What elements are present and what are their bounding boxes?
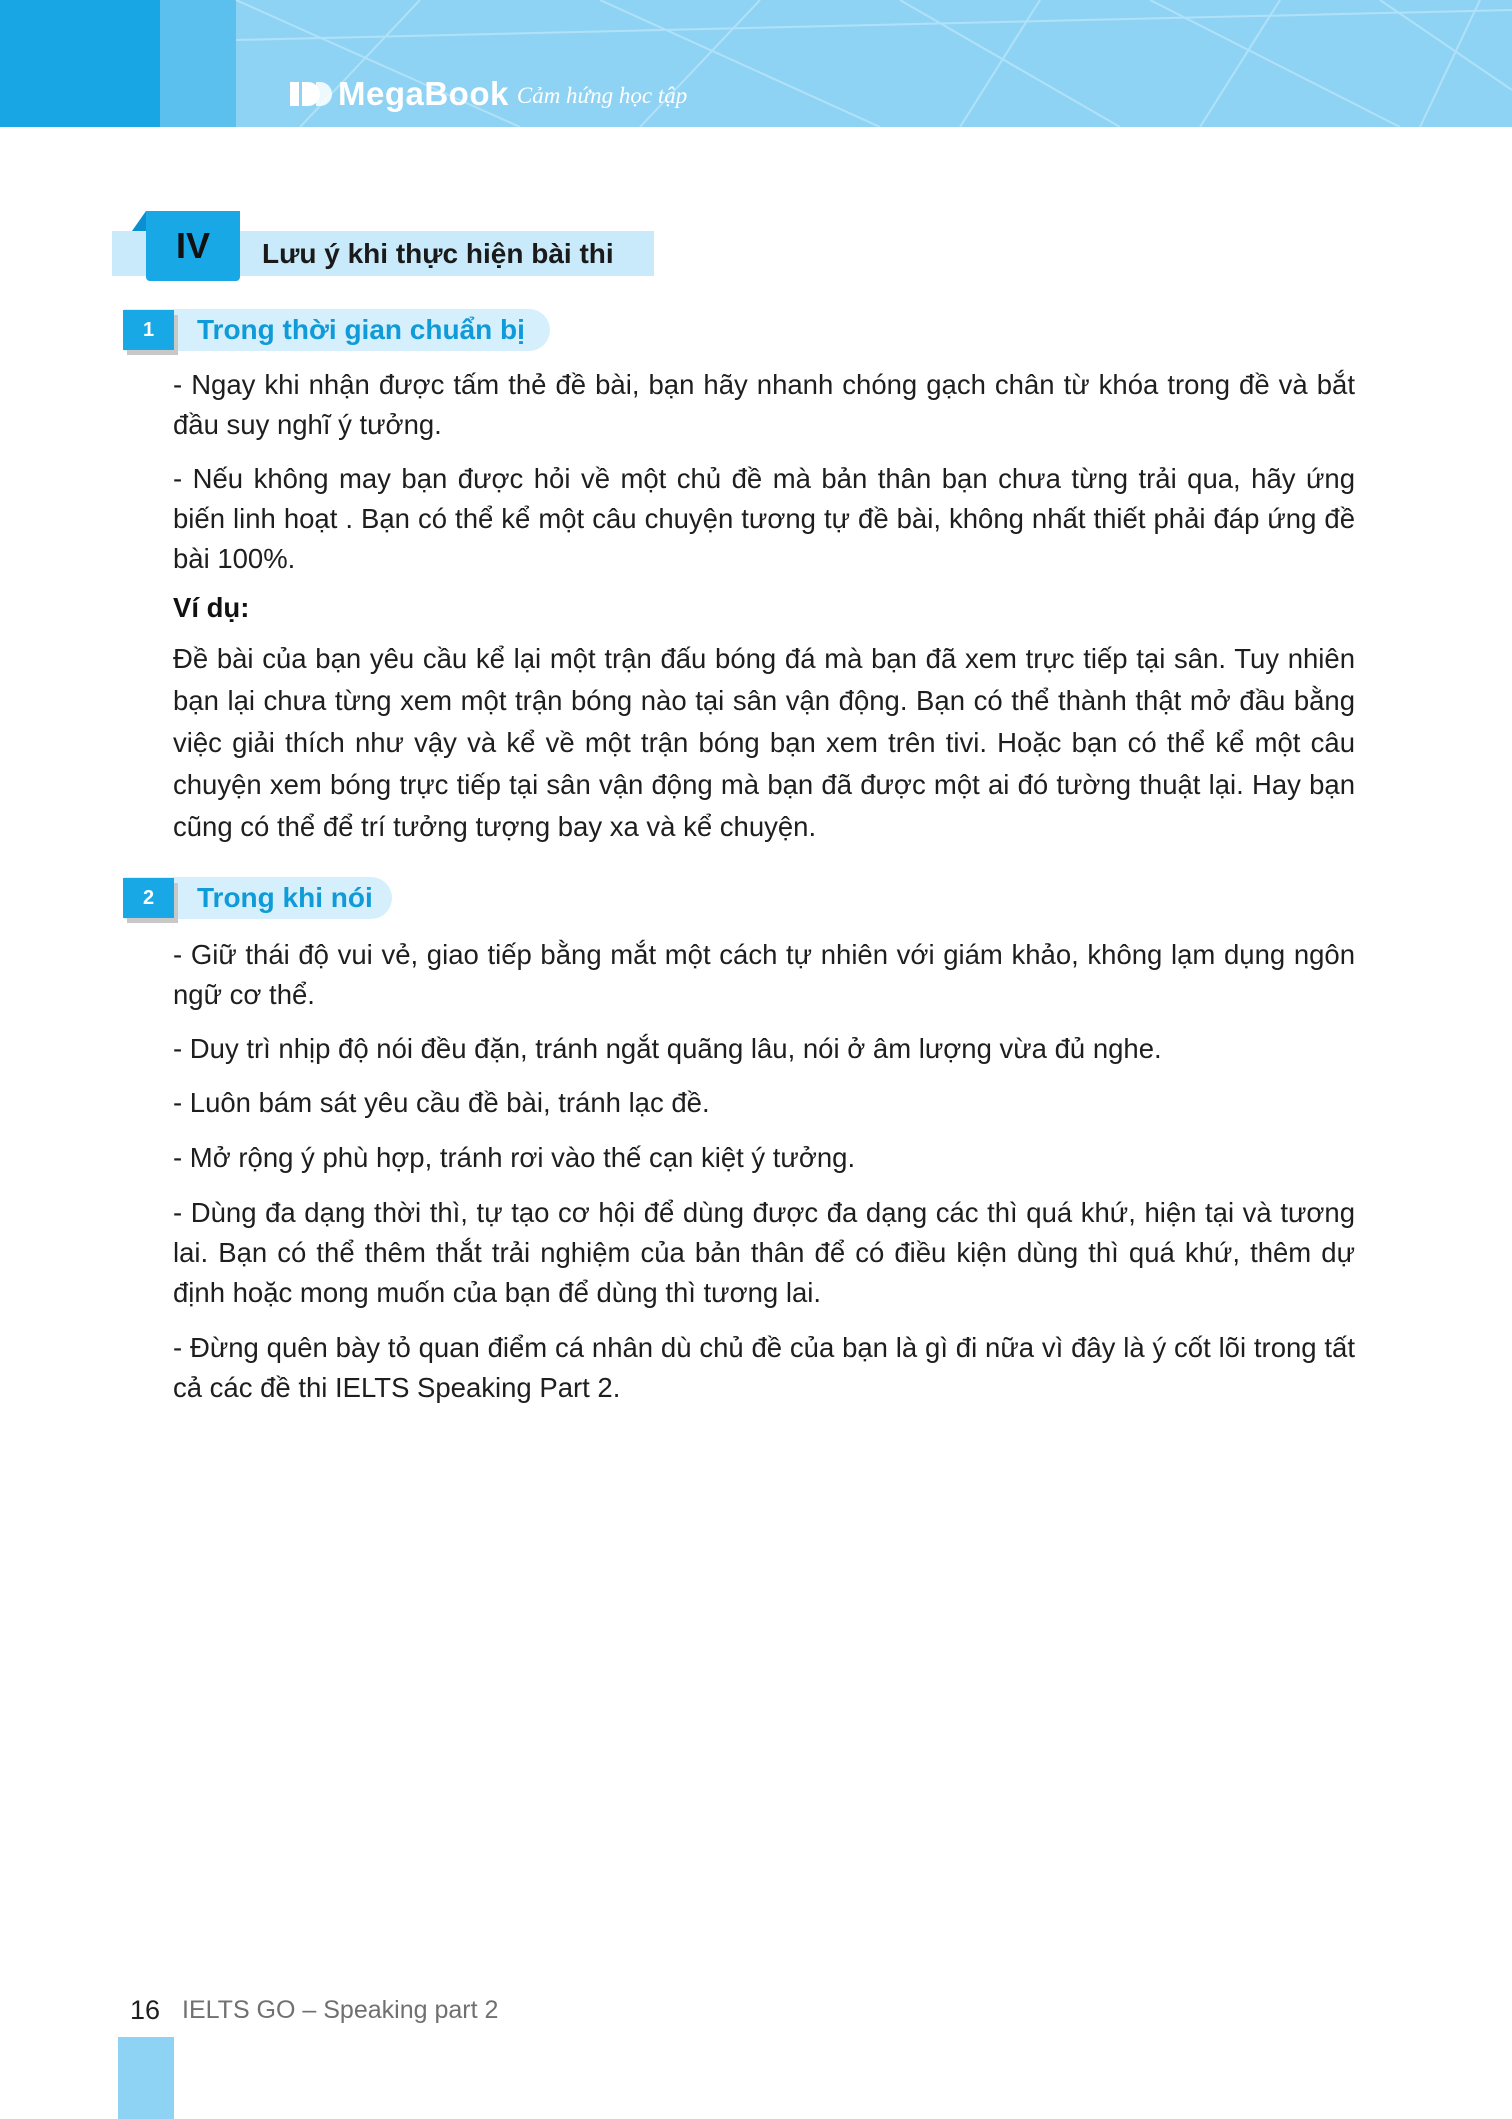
subsection-2-number: 2 — [142, 886, 155, 909]
example-label: Ví dụ: — [173, 592, 250, 623]
subsection-2-paragraph-4: - Mở rộng ý phù hợp, tránh rơi vào thế cạn kiệt ý tưởng. — [173, 1142, 856, 1173]
subsection-2-number-badge — [123, 878, 174, 918]
footer-accent-bar — [118, 2037, 174, 2119]
subsection-2-title: Trong khi nói — [197, 882, 373, 913]
subsection-2-paragraph-2: - Duy trì nhịp độ nói đều đặn, tránh ngắt quãng lâu, nói ở âm lượng vừa đủ nghe. — [173, 1033, 1162, 1064]
section-number-badge — [146, 211, 240, 281]
subsection-1-number: 1 — [142, 318, 155, 341]
subsection-2-paragraph-3: - Luôn bám sát yêu cầu đề bài, tránh lạc đề. — [173, 1087, 710, 1118]
subsection-2-paragraph-5: - Dùng đa dạng thời thì, tự tạo cơ hội để dùng được đa dạng các thì quá khứ, hiện tại và tương lai. Bạn có thể thêm thắt trải nghiệm của bản thân để có điều kiện dùng thì quá khứ, thêm dự định hoặc mong muốn của bạn để dùng thì tương lai. — [173, 1197, 1355, 1308]
subsection-1-title: Trong thời gian chuẩn bị — [197, 314, 525, 345]
megabook-logo — [290, 74, 687, 114]
section-heading-fold — [132, 211, 146, 231]
subsection-1-paragraph-1: - Ngay khi nhận được tấm thẻ đề bài, bạn hãy nhanh chóng gạch chân từ khóa trong đề và bắt đầu suy nghĩ ý tưởng. — [173, 369, 1355, 440]
example-text: Đề bài của bạn yêu cầu kể lại một trận đấu bóng đá mà bạn đã xem trực tiếp tại sân. Tuy nhiên bạn lại chưa từng xem một trận bóng nào tại sân vận động. Bạn có thể thành thật mở đầu bằng việc giải thích như vậy và kể về một trận bóng bạn xem trên tivi. Hoặc bạn có thể kể một câu chuyện xem bóng trực tiếp tại sân vận động mà bạn đã được một ai đó tường thuật lại. Hay bạn cũng có thể để trí tưởng tượng bay xa và kể chuyện. — [173, 643, 1355, 842]
megabook-logo-icon — [290, 80, 332, 108]
section-title: Lưu ý khi thực hiện bài thi — [262, 238, 614, 269]
subsection-2-paragraph-1: - Giữ thái độ vui vẻ, giao tiếp bằng mắt một cách tự nhiên với giám khảo, không lạm dụng ngôn ngữ cơ thể. — [173, 939, 1355, 1010]
page-number: 16 — [130, 1995, 161, 2025]
subsection-1-paragraph-2: - Nếu không may bạn được hỏi về một chủ đề mà bản thân bạn chưa từng trải qua, hãy ứng biến linh hoạt . Bạn có thể kể một câu chuyện tương tự đề bài, không nhất thiết phải đáp ứng đề bài 100%. — [173, 463, 1355, 574]
section-number: IV — [175, 225, 210, 266]
page-header-banner — [0, 0, 1512, 127]
running-footer-title: IELTS GO – Speaking part 2 — [182, 1996, 499, 2024]
subsection-2-paragraph-6: - Đừng quên bày tỏ quan điểm cá nhân dù chủ đề của bạn là gì đi nữa vì đây là ý cốt lõi trong tất cả các đề thi IELTS Speaking Part 2. — [173, 1332, 1355, 1403]
brand-slogan: Cảm hứng học tập — [516, 83, 688, 108]
header-geometric-lines — [0, 0, 1512, 127]
brand-name: MegaBook — [338, 75, 509, 112]
subsection-1-number-badge — [123, 310, 174, 350]
